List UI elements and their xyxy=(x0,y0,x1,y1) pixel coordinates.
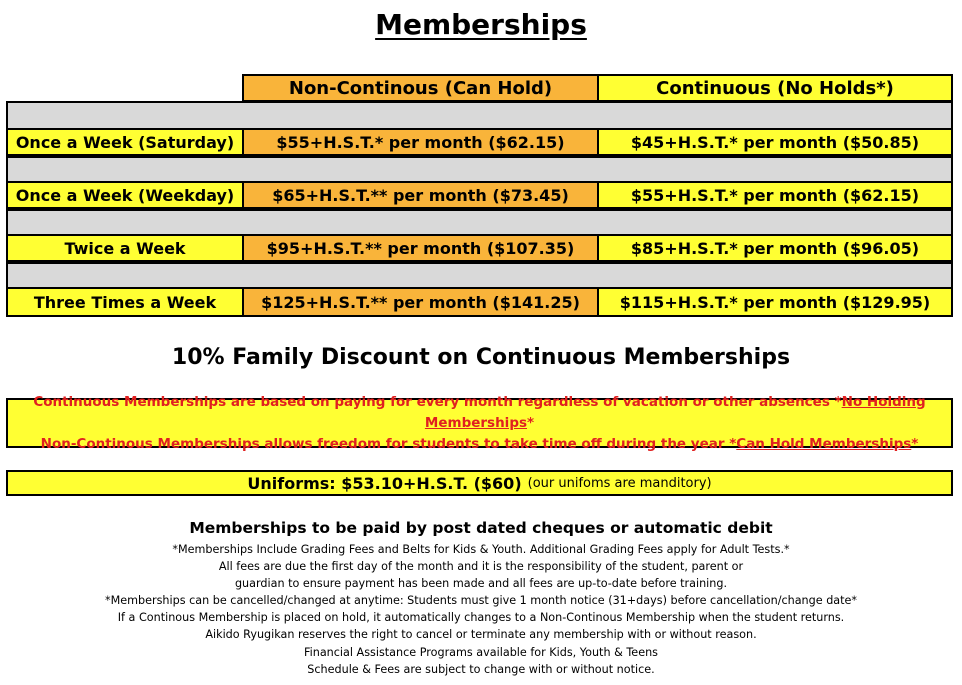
continuous-price: $55+H.S.T.* per month ($62.15) xyxy=(599,183,951,207)
fine-print-line: If a Continous Membership is placed on hold, it automatically changes to a Non-Continous Membership when the student returns. xyxy=(117,611,845,625)
membership-notice-box xyxy=(6,393,953,452)
spacer-row xyxy=(8,103,951,130)
fine-print-line: Schedule & Fees are subject to change with or without notice. xyxy=(307,662,655,676)
non-continuous-price: $125+H.S.T.** per month ($141.25) xyxy=(244,289,599,315)
uniforms-price: Uniforms: $53.10+H.S.T. ($60) xyxy=(247,473,522,493)
row-label: Once a Week (Saturday) xyxy=(8,130,244,154)
non-continuous-price: $65+H.S.T.** per month ($73.45) xyxy=(244,183,599,207)
row-label: Once a Week (Weekday) xyxy=(8,183,244,207)
continuous-price: $115+H.S.T.* per month ($129.95) xyxy=(599,289,951,315)
continuous-price: $85+H.S.T.* per month ($96.05) xyxy=(599,236,951,260)
table-row xyxy=(8,130,951,156)
uniforms-note: (our unifoms are manditory) xyxy=(527,475,712,491)
family-discount-heading: 10% Family Discount on Continuous Memberships xyxy=(171,345,791,370)
uniforms-box xyxy=(6,470,953,496)
header-continuous: Continuous (No Holds*) xyxy=(597,74,953,102)
spacer-row xyxy=(8,209,951,236)
fine-print-line: *Memberships can be cancelled/changed at anytime: Students must give 1 month notice (31+days) before cancellation/change date* xyxy=(104,594,858,608)
fine-print-line: guardian to ensure payment has been made and all fees are up-to-date before training. xyxy=(234,577,728,591)
table-row xyxy=(8,183,951,209)
non-continuous-price: $55+H.S.T.* per month ($62.15) xyxy=(244,130,599,154)
table-row xyxy=(8,289,951,315)
pricing-table xyxy=(6,101,953,317)
row-label: Twice a Week xyxy=(8,236,244,260)
row-label: Three Times a Week xyxy=(8,289,244,315)
fine-print-line: *Memberships Include Grading Fees and Belts for Kids & Youth. Additional Grading Fees apply for Adult Tests.* xyxy=(172,543,790,556)
can-hold-link: Can Hold Memberships xyxy=(736,435,912,452)
fine-print xyxy=(0,541,962,678)
notice-line-2: Non-Continous Memberships allows freedom for students to take time off during the year *Can Hold Memberships* xyxy=(40,435,919,452)
spacer-row xyxy=(8,156,951,183)
continuous-price: $45+H.S.T.* per month ($50.85) xyxy=(599,130,951,154)
fine-print-line: Financial Assistance Programs available for Kids, Youth & Teens xyxy=(304,645,658,659)
page-title: Memberships xyxy=(375,8,587,41)
no-holding-link: No Holding Memberships xyxy=(424,393,926,431)
fine-print-line: All fees are due the first day of the month and it is the responsibility of the student, parent or xyxy=(218,560,744,574)
fine-print-line: Aikido Ryugikan reserves the right to cancel or terminate any membership with or without reason. xyxy=(205,628,757,642)
non-continuous-price: $95+H.S.T.** per month ($107.35) xyxy=(244,236,599,260)
notice-line-1: Continuous Memberships are based on paying for every month regardless of vacation or other absences *No Holding Memberships* xyxy=(33,393,926,431)
payment-heading: Memberships to be paid by post dated cheques or automatic debit xyxy=(189,519,773,537)
header-non-continuous: Non-Continous (Can Hold) xyxy=(242,74,599,102)
table-row xyxy=(8,236,951,262)
spacer-row xyxy=(8,262,951,289)
